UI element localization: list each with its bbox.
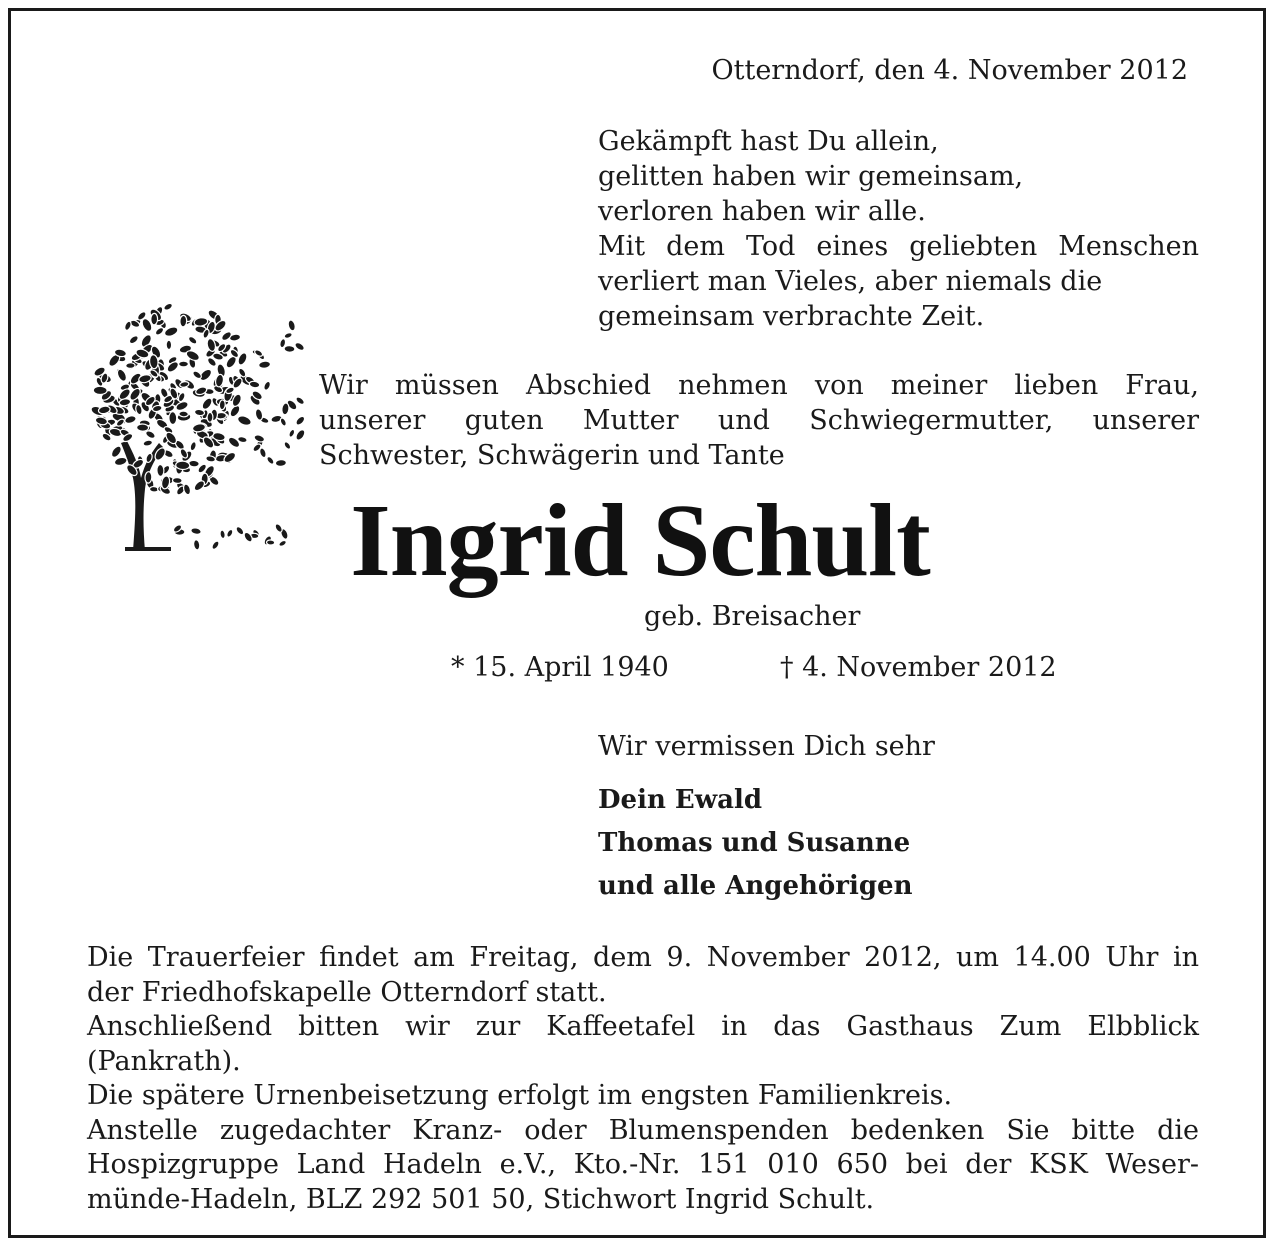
- signer: Thomas und Susanne: [598, 828, 911, 858]
- poem-line: gemeinsam verbrachte Zeit.: [598, 301, 985, 332]
- announcement-line: Schwester, Schwägerin und Tante: [319, 440, 785, 471]
- announcement: [319, 368, 1199, 473]
- funeral-notice: [87, 941, 1199, 1217]
- notice-line: (Pankrath).: [87, 1045, 241, 1077]
- signers: [598, 779, 912, 908]
- notice-line: Hospizgruppe Land Hadeln e.V., Kto.-Nr. 151 010 650 bei der KSK Weser-: [87, 1149, 1199, 1180]
- notice-line: Die spätere Urnenbeisetzung erfolgt im engsten Familienkreis.: [87, 1080, 953, 1111]
- announcement-line: Wir müssen Abschied nehmen von meiner lieben Frau,: [319, 370, 1199, 401]
- deceased-name: Ingrid Schult: [350, 483, 930, 598]
- poem-line: verloren haben wir alle.: [598, 196, 926, 227]
- announcement-line: unserer guten Mutter und Schwiegermutter, unserer: [319, 405, 1199, 436]
- notice-line: Anschließend bitten wir zur Kaffeetafel in das Gasthaus Zum Elbblick: [87, 1011, 1199, 1042]
- poem-line: gelitten haben wir gemeinsam,: [598, 161, 1024, 192]
- notice-line: Anstelle zugedachter Kranz- oder Blumenspenden bedenken Sie bitte die: [87, 1114, 1199, 1146]
- death-date: † 4. November 2012: [780, 652, 1057, 683]
- notice-line: Die Trauerfeier findet am Freitag, dem 9. November 2012, um 14.00 Uhr in: [87, 942, 1199, 973]
- notice-line: der Friedhofskapelle Otterndorf statt.: [87, 976, 607, 1008]
- poem-line: Gekämpft hast Du allein,: [598, 126, 939, 157]
- poem-line: verliert man Vieles, aber niemals die: [598, 266, 1103, 297]
- notice-line: münde-Hadeln, BLZ 292 501 50, Stichwort Ingrid Schult.: [87, 1183, 875, 1215]
- poem-line: Mit dem Tod eines geliebten Menschen: [598, 231, 1199, 262]
- signer: Dein Ewald: [598, 785, 763, 815]
- birth-date: * 15. April 1940: [451, 652, 669, 683]
- poem: [598, 124, 1199, 334]
- obituary-notice: [8, 8, 1266, 1238]
- closing-message: Wir vermissen Dich sehr: [598, 731, 935, 762]
- signer: und alle Angehörigen: [598, 871, 913, 901]
- birth-name: geb. Breisacher: [644, 601, 861, 632]
- place-date: Otterndorf, den 4. November 2012: [711, 55, 1188, 86]
